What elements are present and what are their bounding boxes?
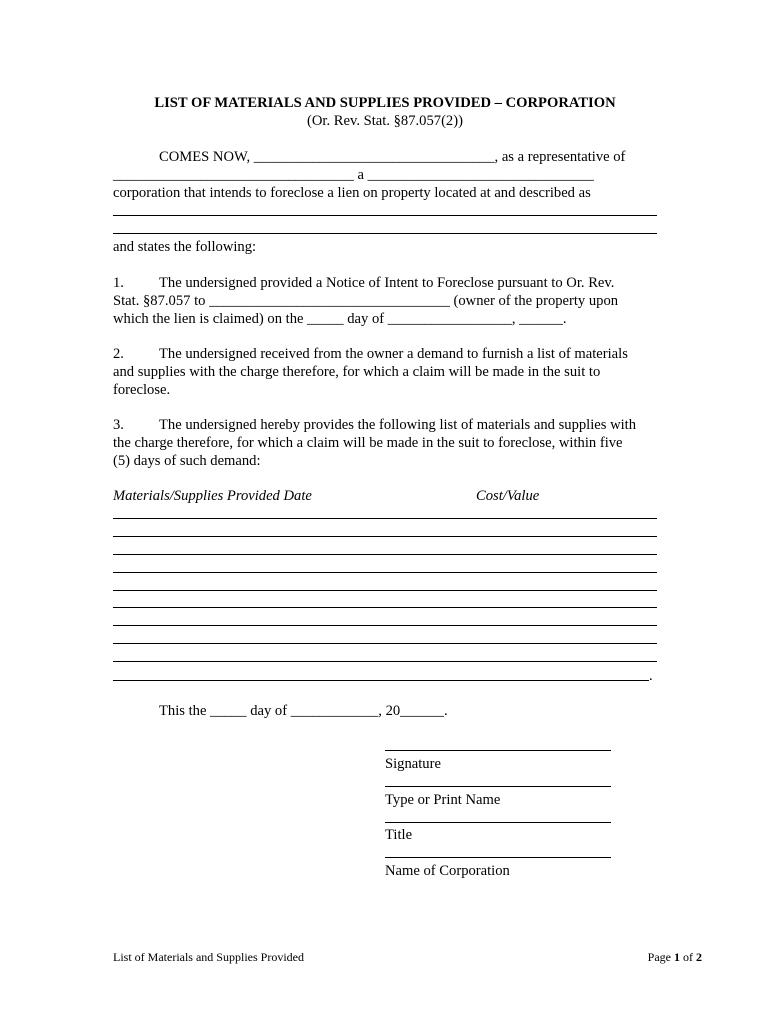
item-1-line-2: Stat. §87.057 to _________________________________ (owner of the property upon (113, 293, 619, 309)
item-2-number: 2. (113, 346, 124, 362)
item-3-line-3: (5) days of such demand: (113, 453, 261, 469)
materials-entry-line (113, 661, 657, 662)
property-description-line (113, 215, 657, 216)
corporation-line (385, 857, 611, 858)
signature-line (385, 750, 611, 751)
item-2-line-3: foreclose. (113, 382, 171, 398)
document-title: LIST OF MATERIALS AND SUPPLIES PROVIDED – CORPORATION (154, 95, 616, 111)
property-description-line (113, 233, 657, 234)
title-line (385, 822, 611, 823)
date-line: This the _____ day of ____________, 20______. (159, 703, 448, 719)
materials-entry-line (113, 680, 649, 681)
materials-entry-line (113, 607, 657, 608)
footer-document-name: List of Materials and Supplies Provided (113, 950, 304, 964)
title-label: Title (385, 827, 413, 843)
page-prefix: Page (647, 950, 674, 964)
table-header-materials-date: Materials/Supplies Provided Date (113, 488, 312, 504)
materials-entry-line (113, 590, 657, 591)
item-3-line-1: The undersigned hereby provides the following list of materials and supplies with (159, 417, 637, 433)
intro-tail: and states the following: (113, 239, 257, 255)
materials-entry-line (113, 536, 657, 537)
page-of: of (680, 950, 696, 964)
item-2-line-1: The undersigned received from the owner a demand to furnish a list of materials (159, 346, 628, 362)
statute-reference: (Or. Rev. Stat. §87.057(2)) (307, 113, 463, 129)
intro-line-1: COMES NOW, _________________________________, as a representative of (159, 149, 626, 165)
materials-entry-line (113, 554, 657, 555)
materials-entry-line (113, 572, 657, 573)
page-total: 2 (696, 950, 702, 964)
item-1-line-3: which the lien is claimed) on the _____ day of _________________, ______. (113, 311, 567, 327)
item-2-line-2: and supplies with the charge therefore, for which a claim will be made in the suit to (113, 364, 601, 380)
item-3-number: 3. (113, 417, 124, 433)
intro-line-3: corporation that intends to foreclose a lien on property located at and described as (113, 185, 591, 201)
footer-page-number (648, 948, 702, 966)
materials-entry-line (113, 518, 657, 519)
table-header-cost: Cost/Value (476, 488, 540, 504)
materials-entry-line (113, 625, 657, 626)
item-1-number: 1. (113, 275, 124, 291)
item-3-line-2: the charge therefore, for which a claim will be made in the suit to foreclose, within five (113, 435, 623, 451)
signature-label: Signature (385, 756, 441, 772)
printed-name-line (385, 786, 611, 787)
page-current: 1 (674, 950, 680, 964)
materials-entry-line (113, 643, 657, 644)
printed-name-label: Type or Print Name (385, 792, 501, 808)
corporation-label: Name of Corporation (385, 863, 510, 879)
table-end-period: . (649, 668, 653, 684)
intro-line-2: _________________________________ a _______________________________ (113, 167, 594, 183)
item-1-line-1: The undersigned provided a Notice of Intent to Foreclose pursuant to Or. Rev. (159, 275, 615, 291)
